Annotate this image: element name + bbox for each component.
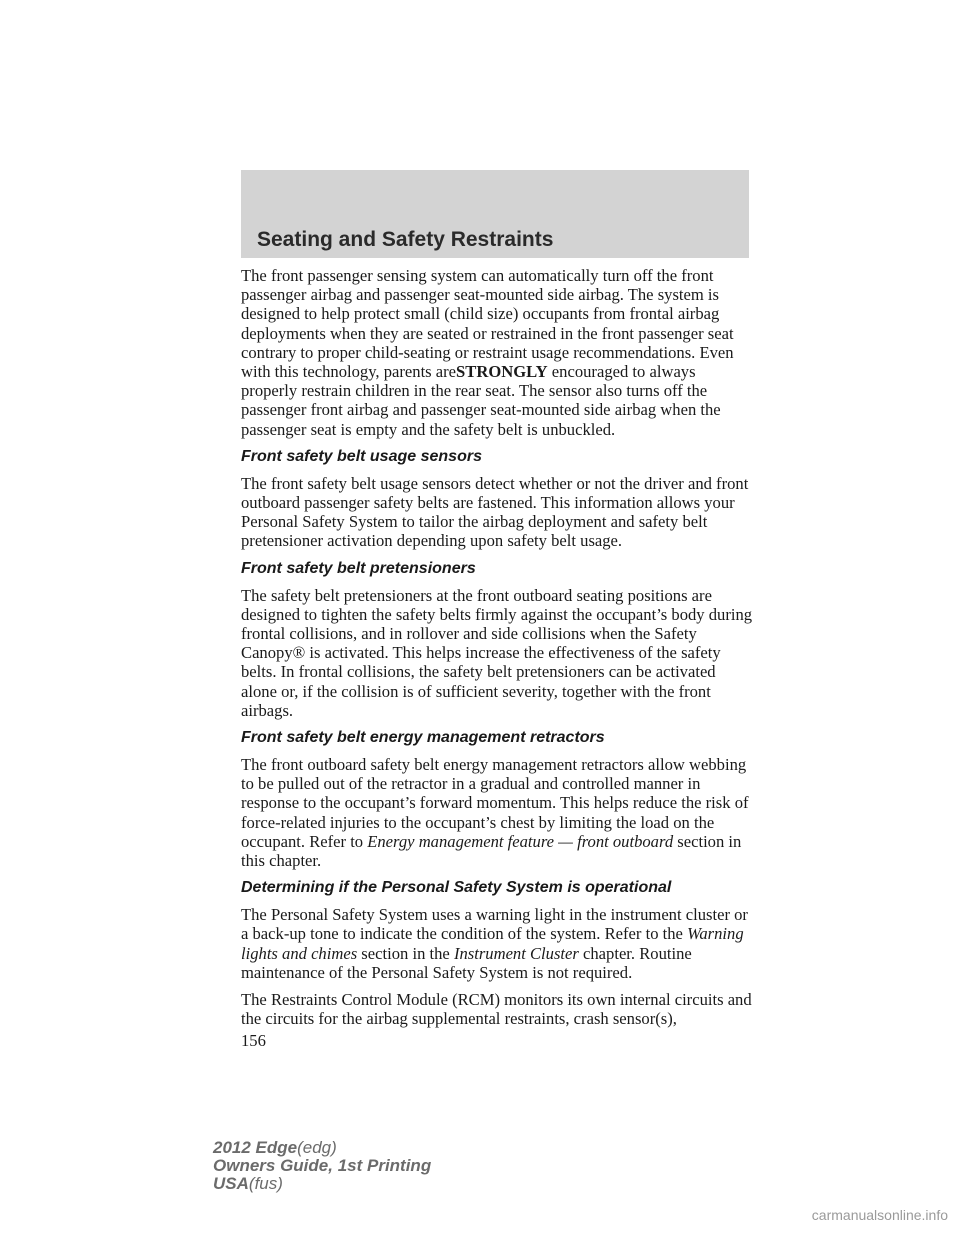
footer-printing: Owners Guide, 1st Printing xyxy=(213,1156,432,1175)
heading-usage-sensors: Front safety belt usage sensors xyxy=(241,447,482,465)
heading-system-operational: Determining if the Personal Safety System is operational xyxy=(241,879,672,897)
watermark: carmanualsonline.info xyxy=(811,1207,948,1223)
page-number: 156 xyxy=(241,1030,266,1050)
paragraph-text: chapter. Routine maintenance of the Personal Safety System is not required. xyxy=(241,943,692,982)
paragraph-text: section in this chapter. xyxy=(241,831,742,871)
print-footer xyxy=(213,1139,431,1193)
page-body xyxy=(241,266,753,1050)
section-header-band xyxy=(241,170,749,258)
paragraph-energy-retractors xyxy=(241,755,753,870)
paragraph-text: The front outboard safety belt energy management retractors allow webbing to be pulled out of the retractor in a gradual and controlled manner in response to the occupant’s forward momentum. This helps reduce the risk of force-related injuries to the occupant’s chest by limiting the load on the occupant. Refer to xyxy=(241,755,749,851)
cross-reference-warning-lights: Warning lights and chimes xyxy=(241,924,744,963)
section-title: Seating and Safety Restraints xyxy=(257,228,554,251)
paragraph-pretensioners: The safety belt pretensioners at the front outboard seating positions are designed to tighten the safety belts firmly against the occupant’s body during frontal collisions, and in rollover and side collisions when the Safety Canopy® is activated. This helps increase the effectiveness of the safety belts. In frontal collisions, the safety belt pretensioners can be activated alone or, if the collision is of sufficient severity, together with the front airbags. xyxy=(241,585,753,720)
paragraph-usage-sensors: The front safety belt usage sensors detect whether or not the driver and front outboard passenger safety belts are fastened. This information allows your Personal Safety System to tailor the airbag deployment and safety belt pretensioner activation depending upon safety belt usage. xyxy=(241,473,749,551)
heading-energy-retractors: Front safety belt energy management retractors xyxy=(241,729,605,747)
heading-pretensioners: Front safety belt pretensioners xyxy=(241,559,476,577)
paragraph-text: The front passenger sensing system can automatically turn off the front passenger airbag and passenger seat-mounted side airbag. The system is designed to help protect small (child size) occupants from frontal airbag deployments when they are seated or restrained in the front passenger seat contrary to proper child-seating or restraint usage recommendations. Even with this technology, parents are xyxy=(241,266,734,382)
footer-model: 2012 Edge xyxy=(213,1138,298,1157)
paragraph-rcm: The Restraints Control Module (RCM) monitors its own internal circuits and the circuits for the airbag supplemental restraints, crash sensor(s), xyxy=(241,990,752,1029)
paragraph-text: section in the xyxy=(357,943,454,963)
footer-market: USA xyxy=(213,1174,249,1193)
footer-model-code: (edg) xyxy=(297,1138,337,1157)
footer-market-code: (fus) xyxy=(248,1174,283,1193)
cross-reference-energy-management: Energy management feature — front outboard xyxy=(367,831,674,851)
footer-line-model xyxy=(213,1139,431,1157)
paragraph-warning-light xyxy=(241,905,753,982)
paragraph-passenger-sensing xyxy=(241,266,753,439)
footer-line-market xyxy=(213,1175,431,1193)
emphasis-strongly: STRONGLY xyxy=(456,362,548,382)
cross-reference-instrument-cluster: Instrument Cluster xyxy=(453,943,579,963)
paragraph-text: encouraged to always properly restrain children in the rear seat. The sensor also turns off the passenger front airbag and passenger seat-mounted side airbag when the passenger seat is empty and the safety belt is unbuckled. xyxy=(241,362,721,439)
paragraph-text: The Personal Safety System uses a warning light in the instrument cluster or a back-up tone to indicate the condition of the system. Refer to the xyxy=(241,905,748,944)
